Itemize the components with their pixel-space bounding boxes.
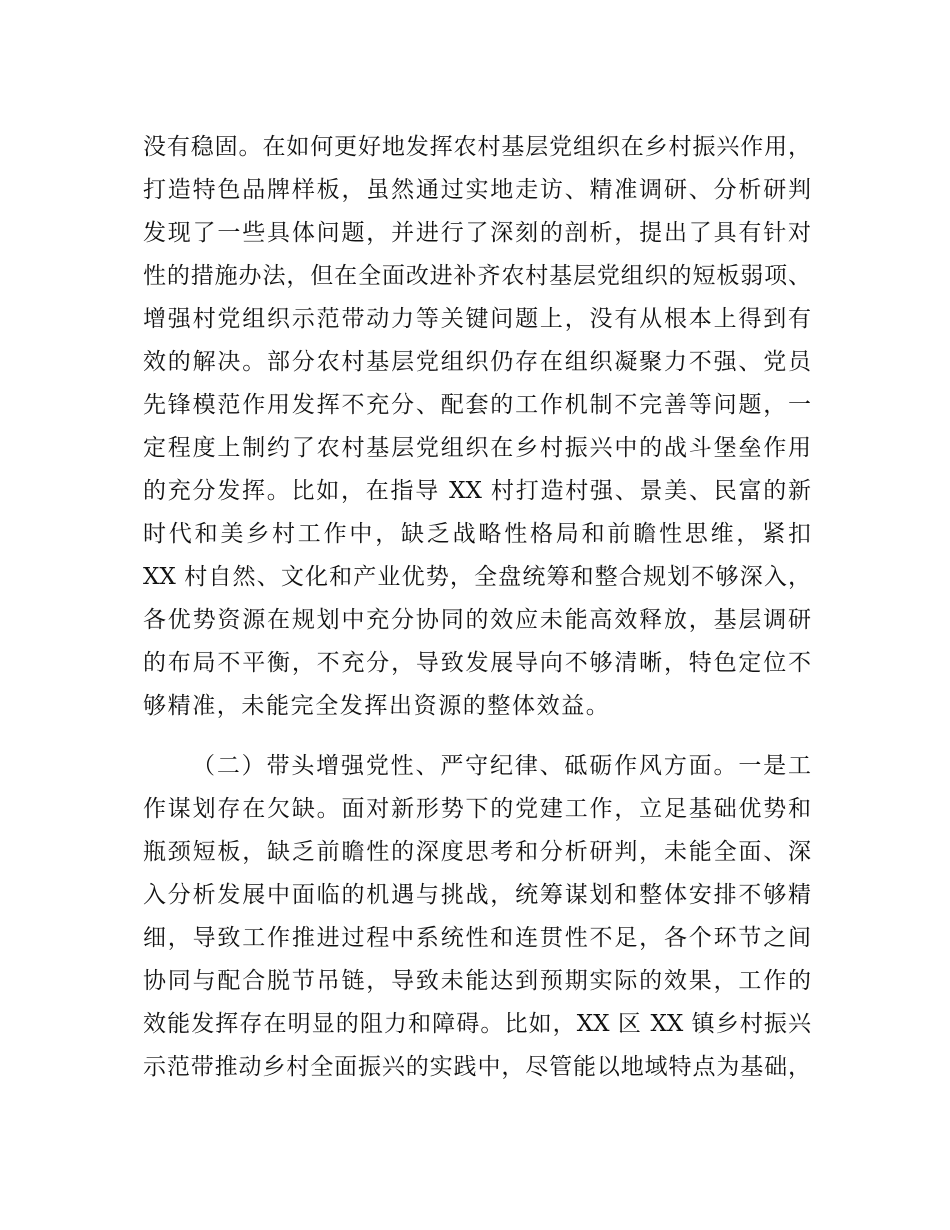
paragraph-2-line: 入分析发展中面临的机遇与挑战，统筹谋划和整体安排不够精 (143, 882, 811, 908)
paragraph-2-line: （二）带头增强党性、严守纪律、砥砺作风方面。一是工 (192, 753, 811, 779)
paragraph-2-line: 效能发挥存在明显的阻力和障碍。比如，XX 区 XX 镇乡村振兴 (143, 1011, 811, 1037)
paragraph-1-line: 的充分发挥。比如，在指导 XX 村打造村强、景美、民富的新 (143, 478, 811, 504)
paragraph-2-line: 协同与配合脱节吊链，导致未能达到预期实际的效果，工作的 (143, 968, 811, 994)
paragraph-2-line: 细，导致工作推进过程中系统性和连贯性不足，各个环节之间 (143, 925, 811, 951)
paragraph-1-line: 各优势资源在规划中充分协同的效应未能高效释放，基层调研 (143, 607, 811, 633)
paragraph-1-line: 的布局不平衡，不充分，导致发展导向不够清晰，特色定位不 (143, 650, 811, 676)
paragraph-1-line: 时代和美乡村工作中，缺乏战略性格局和前瞻性思维，紧扣 (143, 521, 811, 547)
paragraph-1-line: 发现了一些具体问题，并进行了深刻的剖析，提出了具有针对 (143, 220, 811, 246)
paragraph-1-line: 增强村党组织示范带动力等关键问题上，没有从根本上得到有 (143, 306, 811, 332)
paragraph-1-line: 性的措施办法，但在全面改进补齐农村基层党组织的短板弱项、 (143, 263, 811, 289)
paragraph-2-line: 示范带推动乡村全面振兴的实践中，尽管能以地域特点为基础， (143, 1054, 811, 1080)
paragraph-1-line: 定程度上制约了农村基层党组织在乡村振兴中的战斗堡垒作用 (143, 435, 811, 461)
paragraph-1-line: 先锋模范作用发挥不充分、配套的工作机制不完善等问题，一 (143, 392, 811, 418)
paragraph-1-line: 没有稳固。在如何更好地发挥农村基层党组织在乡村振兴作用， (143, 134, 811, 160)
paragraph-1-line: 打造特色品牌样板，虽然通过实地走访、精准调研、分析研判 (143, 177, 811, 203)
paragraph-1-line: XX 村自然、文化和产业优势，全盘统筹和整合规划不够深入， (143, 564, 811, 590)
paragraph-1-line: 效的解决。部分农村基层党组织仍存在组织凝聚力不强、党员 (143, 349, 811, 375)
paragraph-2-line: 作谋划存在欠缺。面对新形势下的党建工作，立足基础优势和 (143, 796, 811, 822)
paragraph-2-line: 瓶颈短板，缺乏前瞻性的深度思考和分析研判，未能全面、深 (143, 839, 811, 865)
paragraph-1-line: 够精准，未能完全发挥出资源的整体效益。 (143, 693, 611, 719)
